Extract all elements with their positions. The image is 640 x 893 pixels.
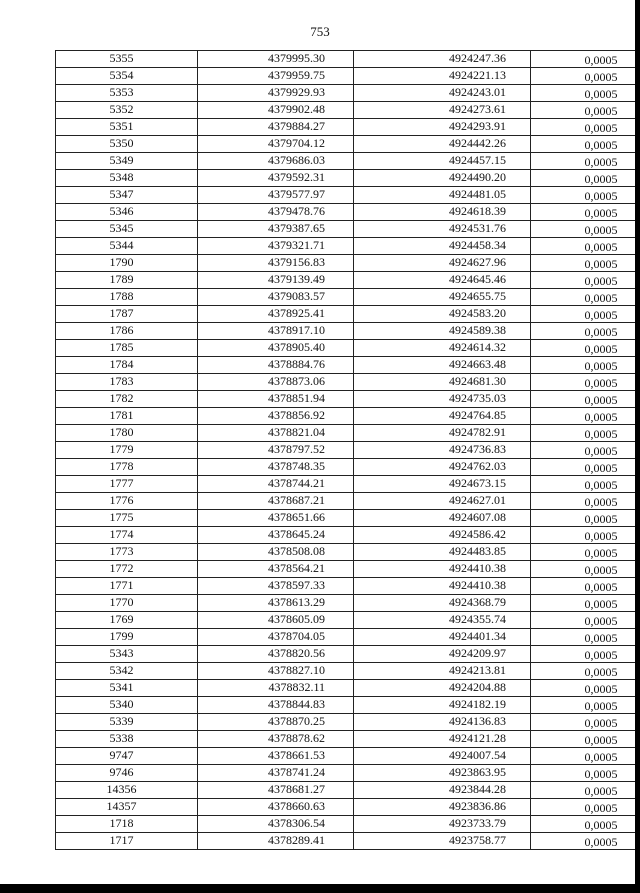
y-coordinate-cell: 4924618.39 [354,204,531,221]
accuracy-cell: 0,0005 [531,68,640,85]
table-row [56,374,640,391]
point-number-cell: 5354 [56,68,198,85]
y-coordinate-cell: 4924583.20 [354,306,531,323]
point-number-cell: 5342 [56,663,198,680]
point-number-cell: 5352 [56,102,198,119]
point-number-cell: 1771 [56,578,198,595]
accuracy-cell: 0,0005 [531,765,640,782]
table-row [56,85,640,102]
point-number-cell: 1786 [56,323,198,340]
table-row [56,51,640,68]
point-number-cell: 5339 [56,714,198,731]
x-coordinate-cell: 4378306.54 [198,816,354,833]
y-coordinate-cell: 4924293.91 [354,119,531,136]
x-coordinate-cell: 4379592.31 [198,170,354,187]
x-coordinate-cell: 4378508.08 [198,544,354,561]
x-coordinate-cell: 4378925.41 [198,306,354,323]
x-coordinate-cell: 4378661.53 [198,748,354,765]
table-row [56,629,640,646]
x-coordinate-cell: 4379139.49 [198,272,354,289]
accuracy-cell: 0,0005 [531,170,640,187]
point-number-cell: 5351 [56,119,198,136]
table-row [56,459,640,476]
point-number-cell: 1785 [56,340,198,357]
point-number-cell: 5346 [56,204,198,221]
point-number-cell: 5347 [56,187,198,204]
point-number-cell: 1775 [56,510,198,527]
table-row [56,527,640,544]
accuracy-cell: 0,0005 [531,748,640,765]
coordinates-table [55,50,640,850]
y-coordinate-cell: 4924490.20 [354,170,531,187]
table-row [56,170,640,187]
accuracy-cell: 0,0005 [531,680,640,697]
table-row [56,663,640,680]
y-coordinate-cell: 4924213.81 [354,663,531,680]
y-coordinate-cell: 4924645.46 [354,272,531,289]
accuracy-cell: 0,0005 [531,323,640,340]
table-row [56,289,640,306]
point-number-cell: 1781 [56,408,198,425]
table-row [56,578,640,595]
x-coordinate-cell: 4379083.57 [198,289,354,306]
table-row [56,442,640,459]
y-coordinate-cell: 4923863.95 [354,765,531,782]
table-row [56,340,640,357]
y-coordinate-cell: 4923844.28 [354,782,531,799]
table-row [56,493,640,510]
x-coordinate-cell: 4378744.21 [198,476,354,493]
accuracy-cell: 0,0005 [531,391,640,408]
table-row [56,323,640,340]
table-row [56,425,640,442]
point-number-cell: 1778 [56,459,198,476]
table-row [56,833,640,850]
x-coordinate-cell: 4378748.35 [198,459,354,476]
y-coordinate-cell: 4924607.08 [354,510,531,527]
point-number-cell: 1784 [56,357,198,374]
y-coordinate-cell: 4924410.38 [354,561,531,578]
accuracy-cell: 0,0005 [531,629,640,646]
x-coordinate-cell: 4378741.24 [198,765,354,782]
accuracy-cell: 0,0005 [531,357,640,374]
accuracy-cell: 0,0005 [531,238,640,255]
point-number-cell: 14357 [56,799,198,816]
accuracy-cell: 0,0005 [531,697,640,714]
accuracy-cell: 0,0005 [531,119,640,136]
accuracy-cell: 0,0005 [531,306,640,323]
scan-border-right [635,0,640,893]
x-coordinate-cell: 4378832.11 [198,680,354,697]
accuracy-cell: 0,0005 [531,204,640,221]
y-coordinate-cell: 4924410.38 [354,578,531,595]
accuracy-cell: 0,0005 [531,102,640,119]
point-number-cell: 1782 [56,391,198,408]
accuracy-cell: 0,0005 [531,340,640,357]
point-number-cell: 5348 [56,170,198,187]
point-number-cell: 5349 [56,153,198,170]
table-row [56,697,640,714]
accuracy-cell: 0,0005 [531,527,640,544]
accuracy-cell: 0,0005 [531,51,640,68]
y-coordinate-cell: 4924762.03 [354,459,531,476]
x-coordinate-cell: 4378681.27 [198,782,354,799]
x-coordinate-cell: 4378289.41 [198,833,354,850]
accuracy-cell: 0,0005 [531,85,640,102]
point-number-cell: 5341 [56,680,198,697]
x-coordinate-cell: 4379686.03 [198,153,354,170]
y-coordinate-cell: 4923733.79 [354,816,531,833]
point-number-cell: 1787 [56,306,198,323]
table-row [56,510,640,527]
accuracy-cell: 0,0005 [531,799,640,816]
accuracy-cell: 0,0005 [531,714,640,731]
point-number-cell: 1774 [56,527,198,544]
accuracy-cell: 0,0005 [531,153,640,170]
accuracy-cell: 0,0005 [531,612,640,629]
table-row [56,204,640,221]
y-coordinate-cell: 4924481.05 [354,187,531,204]
table-row [56,391,640,408]
point-number-cell: 9746 [56,765,198,782]
x-coordinate-cell: 4378905.40 [198,340,354,357]
accuracy-cell: 0,0005 [531,493,640,510]
x-coordinate-cell: 4379321.71 [198,238,354,255]
point-number-cell: 5344 [56,238,198,255]
x-coordinate-cell: 4378660.63 [198,799,354,816]
x-coordinate-cell: 4378844.83 [198,697,354,714]
y-coordinate-cell: 4924273.61 [354,102,531,119]
accuracy-cell: 0,0005 [531,816,640,833]
accuracy-cell: 0,0005 [531,255,640,272]
y-coordinate-cell: 4924736.83 [354,442,531,459]
point-number-cell: 14356 [56,782,198,799]
x-coordinate-cell: 4379959.75 [198,68,354,85]
x-coordinate-cell: 4378797.52 [198,442,354,459]
point-number-cell: 1772 [56,561,198,578]
point-number-cell: 5345 [56,221,198,238]
x-coordinate-cell: 4378704.05 [198,629,354,646]
x-coordinate-cell: 4378917.10 [198,323,354,340]
point-number-cell: 1780 [56,425,198,442]
point-number-cell: 1789 [56,272,198,289]
point-number-cell: 1788 [56,289,198,306]
x-coordinate-cell: 4378651.66 [198,510,354,527]
table-row [56,221,640,238]
x-coordinate-cell: 4379704.12 [198,136,354,153]
y-coordinate-cell: 4924457.15 [354,153,531,170]
point-number-cell: 1783 [56,374,198,391]
table-row [56,561,640,578]
accuracy-cell: 0,0005 [531,272,640,289]
y-coordinate-cell: 4924007.54 [354,748,531,765]
table-row [56,272,640,289]
x-coordinate-cell: 4378856.92 [198,408,354,425]
x-coordinate-cell: 4379387.65 [198,221,354,238]
point-number-cell: 1718 [56,816,198,833]
x-coordinate-cell: 4378820.56 [198,646,354,663]
x-coordinate-cell: 4378873.06 [198,374,354,391]
point-number-cell: 1717 [56,833,198,850]
accuracy-cell: 0,0005 [531,187,640,204]
point-number-cell: 5343 [56,646,198,663]
y-coordinate-cell: 4924764.85 [354,408,531,425]
point-number-cell: 1779 [56,442,198,459]
y-coordinate-cell: 4924627.01 [354,493,531,510]
x-coordinate-cell: 4378687.21 [198,493,354,510]
y-coordinate-cell: 4924458.34 [354,238,531,255]
y-coordinate-cell: 4924782.91 [354,425,531,442]
y-coordinate-cell: 4924355.74 [354,612,531,629]
accuracy-cell: 0,0005 [531,833,640,850]
x-coordinate-cell: 4379884.27 [198,119,354,136]
y-coordinate-cell: 4924589.38 [354,323,531,340]
y-coordinate-cell: 4924442.26 [354,136,531,153]
x-coordinate-cell: 4378613.29 [198,595,354,612]
y-coordinate-cell: 4924531.76 [354,221,531,238]
table-row [56,102,640,119]
point-number-cell: 1773 [56,544,198,561]
point-number-cell: 5355 [56,51,198,68]
x-coordinate-cell: 4378564.21 [198,561,354,578]
accuracy-cell: 0,0005 [531,782,640,799]
table-row [56,731,640,748]
y-coordinate-cell: 4924614.32 [354,340,531,357]
accuracy-cell: 0,0005 [531,561,640,578]
x-coordinate-cell: 4378605.09 [198,612,354,629]
y-coordinate-cell: 4924182.19 [354,697,531,714]
x-coordinate-cell: 4379577.97 [198,187,354,204]
table-row [56,680,640,697]
accuracy-cell: 0,0005 [531,578,640,595]
y-coordinate-cell: 4924247.36 [354,51,531,68]
x-coordinate-cell: 4378878.62 [198,731,354,748]
x-coordinate-cell: 4379156.83 [198,255,354,272]
y-coordinate-cell: 4924243.01 [354,85,531,102]
y-coordinate-cell: 4924627.96 [354,255,531,272]
y-coordinate-cell: 4924221.13 [354,68,531,85]
scan-border-bottom [0,884,640,893]
y-coordinate-cell: 4924204.88 [354,680,531,697]
table-row [56,799,640,816]
accuracy-cell: 0,0005 [531,289,640,306]
accuracy-cell: 0,0005 [531,136,640,153]
table-row [56,136,640,153]
table-row [56,408,640,425]
accuracy-cell: 0,0005 [531,663,640,680]
table-row [56,748,640,765]
table-row [56,238,640,255]
table-row [56,119,640,136]
y-coordinate-cell: 4924136.83 [354,714,531,731]
table-row [56,595,640,612]
coordinates-table-body [56,51,640,850]
accuracy-cell: 0,0005 [531,731,640,748]
table-row [56,255,640,272]
accuracy-cell: 0,0005 [531,374,640,391]
x-coordinate-cell: 4379995.30 [198,51,354,68]
accuracy-cell: 0,0005 [531,459,640,476]
point-number-cell: 1777 [56,476,198,493]
y-coordinate-cell: 4924655.75 [354,289,531,306]
x-coordinate-cell: 4378597.33 [198,578,354,595]
x-coordinate-cell: 4379902.48 [198,102,354,119]
y-coordinate-cell: 4924735.03 [354,391,531,408]
y-coordinate-cell: 4924673.15 [354,476,531,493]
accuracy-cell: 0,0005 [531,425,640,442]
y-coordinate-cell: 4923758.77 [354,833,531,850]
point-number-cell: 9747 [56,748,198,765]
point-number-cell: 1770 [56,595,198,612]
x-coordinate-cell: 4378870.25 [198,714,354,731]
table-row [56,153,640,170]
accuracy-cell: 0,0005 [531,221,640,238]
table-row [56,646,640,663]
y-coordinate-cell: 4924121.28 [354,731,531,748]
table-row [56,357,640,374]
page-number: 753 [310,24,330,39]
table-row [56,476,640,493]
point-number-cell: 1790 [56,255,198,272]
y-coordinate-cell: 4924586.42 [354,527,531,544]
point-number-cell: 1769 [56,612,198,629]
point-number-cell: 5338 [56,731,198,748]
table-row [56,544,640,561]
y-coordinate-cell: 4924368.79 [354,595,531,612]
accuracy-cell: 0,0005 [531,476,640,493]
y-coordinate-cell: 4924209.97 [354,646,531,663]
y-coordinate-cell: 4923836.86 [354,799,531,816]
point-number-cell: 1799 [56,629,198,646]
x-coordinate-cell: 4378851.94 [198,391,354,408]
x-coordinate-cell: 4378884.76 [198,357,354,374]
accuracy-cell: 0,0005 [531,510,640,527]
x-coordinate-cell: 4379478.76 [198,204,354,221]
x-coordinate-cell: 4378821.04 [198,425,354,442]
point-number-cell: 5350 [56,136,198,153]
table-row [56,782,640,799]
y-coordinate-cell: 4924663.48 [354,357,531,374]
x-coordinate-cell: 4378827.10 [198,663,354,680]
x-coordinate-cell: 4378645.24 [198,527,354,544]
table-row [56,714,640,731]
x-coordinate-cell: 4379929.93 [198,85,354,102]
accuracy-cell: 0,0005 [531,646,640,663]
table-row [56,68,640,85]
point-number-cell: 1776 [56,493,198,510]
table-row [56,306,640,323]
accuracy-cell: 0,0005 [531,595,640,612]
table-row [56,816,640,833]
accuracy-cell: 0,0005 [531,544,640,561]
accuracy-cell: 0,0005 [531,442,640,459]
point-number-cell: 5340 [56,697,198,714]
table-row [56,187,640,204]
y-coordinate-cell: 4924681.30 [354,374,531,391]
table-row [56,612,640,629]
table-row [56,765,640,782]
y-coordinate-cell: 4924483.85 [354,544,531,561]
accuracy-cell: 0,0005 [531,408,640,425]
point-number-cell: 5353 [56,85,198,102]
y-coordinate-cell: 4924401.34 [354,629,531,646]
